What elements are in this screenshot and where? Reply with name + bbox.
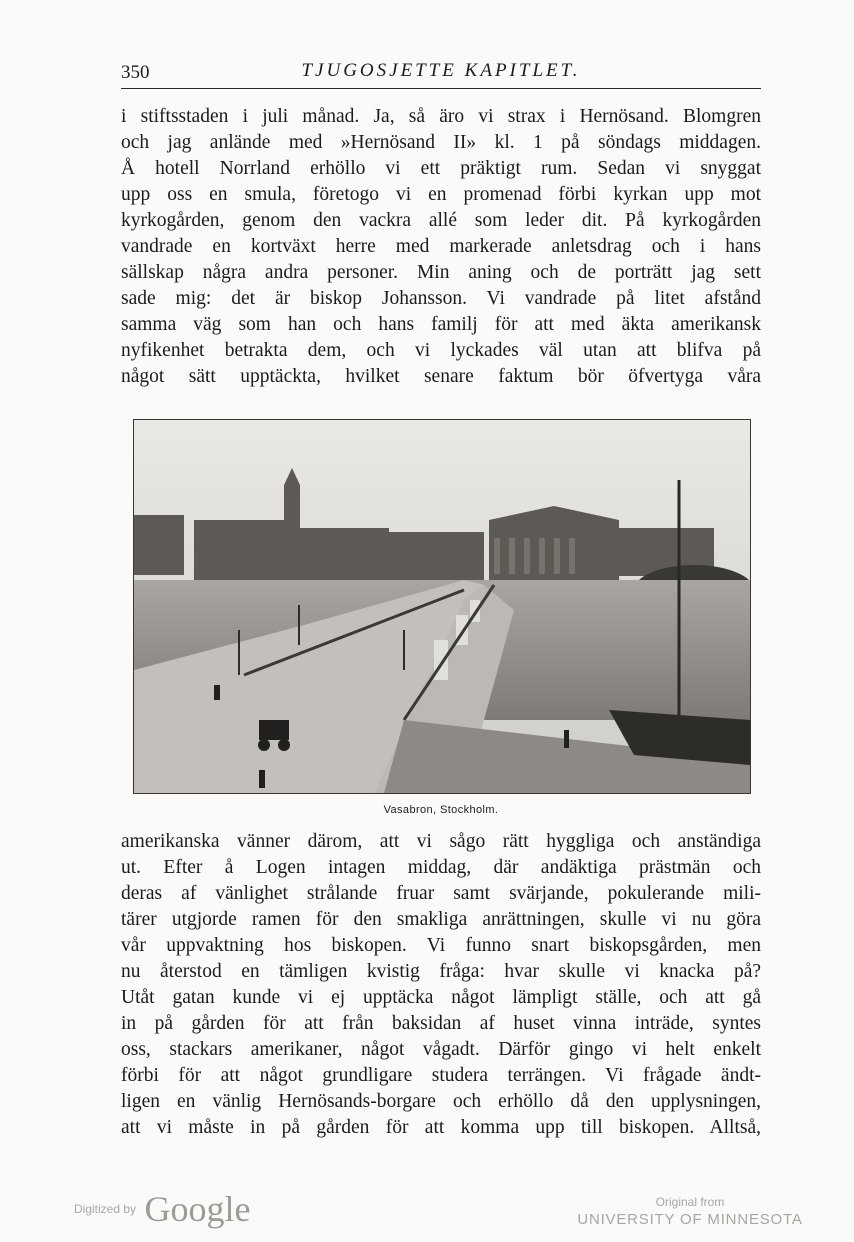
text-line: att vi måste in på gården för att komma upp till biskopen. Alltså,: [121, 1117, 761, 1138]
paragraph-top: [121, 104, 761, 390]
text-line: och jag anlände med »Hernösand II» kl. 1 på söndags middagen.: [121, 132, 761, 153]
digitized-by-label: Digitized by: [74, 1202, 137, 1216]
figure-caption: Vasabron, Stockholm.: [383, 804, 499, 816]
text-line: sade mig: det är biskop Johansson. Vi vandrade på litet afstånd: [121, 288, 761, 309]
text-line: i stiftsstaden i juli månad. Ja, så äro vi strax i Hernösand. Blomgren: [121, 106, 761, 127]
text-line: amerikanska vänner därom, att vi sågo rätt hyggliga och anständiga: [121, 831, 761, 852]
digitized-by-watermark: [74, 1188, 250, 1230]
text-line: vandrade en kortväxt herre med markerade anletsdrag och i hans: [121, 236, 761, 257]
text-line: nu återstod en tämligen kvistig fråga: hvar skulle vi knacka på?: [121, 961, 761, 982]
text-line: nyfikenhet betrakta dem, och vi lyckades väl utan att blifva på: [121, 340, 761, 361]
original-from-label: Original from: [655, 1195, 725, 1209]
original-from-watermark: [560, 1195, 820, 1228]
text-line: samma väg som han och hans familj för att med äkta amerikansk: [121, 314, 761, 335]
photo-vasabron: [133, 419, 751, 794]
text-line: deras af vänlighet strålande fruar samt svärjande, pokulerande mili-: [121, 883, 761, 904]
bridge-photo-illustration: [134, 420, 750, 793]
text-line: Å hotell Norrland erhöllo vi ett präktigt rum. Sedan vi snyggat: [121, 158, 761, 179]
text-line: något sätt upptäckta, hvilket senare faktum bör öfvertyga våra: [121, 366, 761, 387]
text-line: kyrkogården, genom den vackra allé som leder dit. På kyrkogården: [121, 210, 761, 231]
running-head: TJUGOSJETTE KAPITLET.: [301, 60, 581, 81]
paragraph-bottom: [121, 829, 761, 1141]
text-line: tärer utgjorde ramen för den smakliga anrättningen, skulle vi nu göra: [121, 909, 761, 930]
text-line: vår uppvaktning hos biskopen. Vi funno snart biskopsgården, men: [121, 935, 761, 956]
text-line: sällskap några andra personer. Min aning och de porträtt jag sett: [121, 262, 761, 283]
text-line: upp oss en smula, företogo vi en promenad förbi kyrkan upp mot: [121, 184, 761, 205]
text-line: ut. Efter å Logen intagen middag, där andäktiga prästmän och: [121, 857, 761, 878]
text-line: ligen en vänlig Hernösands-borgare och erhöllo då den upplysningen,: [121, 1091, 761, 1112]
page-number: 350: [121, 62, 150, 83]
text-line: förbi för att något grundligare studera terrängen. Vi frågade ändt-: [121, 1065, 761, 1086]
text-line: Utåt gatan kunde vi ej upptäcka något lämpligt ställe, och att gå: [121, 987, 761, 1008]
page-header: [121, 60, 761, 89]
google-logo: Google: [144, 1189, 251, 1229]
text-line: in på gården för att från baksidan af huset vinna inträde, syntes: [121, 1013, 761, 1034]
text-line: oss, stackars amerikaner, något vågadt. Därför gingo vi helt enkelt: [121, 1039, 761, 1060]
university-label: UNIVERSITY OF MINNESOTA: [577, 1211, 803, 1228]
